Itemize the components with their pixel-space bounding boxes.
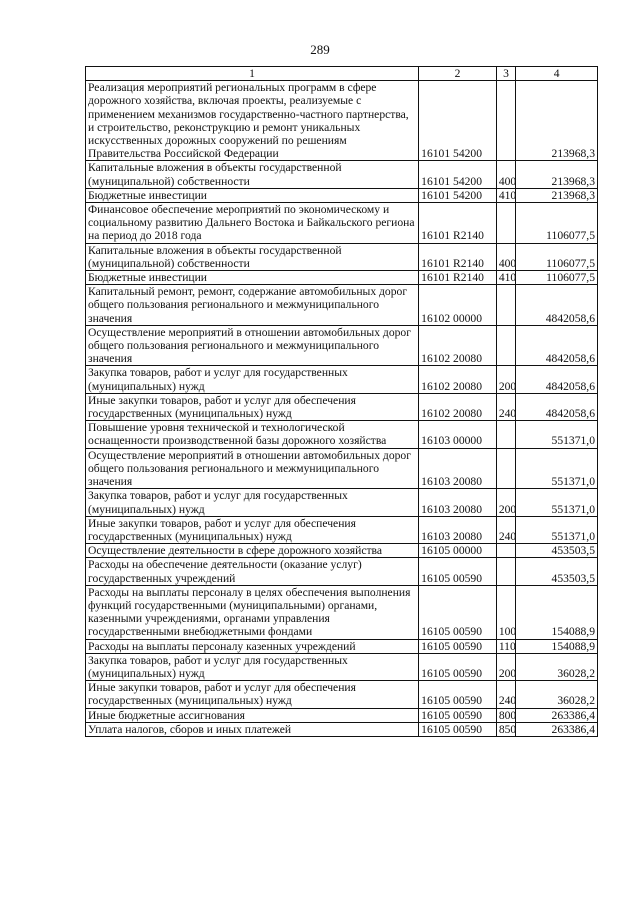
row-type-cell xyxy=(496,448,515,489)
row-code-cell: 16105 00590 xyxy=(419,722,497,736)
row-amount-cell: 551371,0 xyxy=(516,516,598,543)
table-row xyxy=(86,489,598,516)
row-name-cell: Капитальный ремонт, ремонт, содержание автомобильных дорог общего пользования регионального и межмуниципального значения xyxy=(86,285,419,326)
table-row xyxy=(86,585,598,639)
row-amount-cell: 36028,2 xyxy=(516,681,598,708)
table-header-row xyxy=(86,67,598,81)
row-code-cell: 16101 54200 xyxy=(419,161,497,188)
row-name-cell: Бюджетные инвестиции xyxy=(86,271,419,285)
row-name-cell: Иные закупки товаров, работ и услуг для обеспечения государственных (муниципальных) нужд xyxy=(86,681,419,708)
row-amount-cell: 4842058,6 xyxy=(516,325,598,366)
row-name-cell: Расходы на выплаты персоналу казенных учреждений xyxy=(86,639,419,653)
table-row xyxy=(86,708,598,722)
table-row xyxy=(86,203,598,244)
row-name-cell: Закупка товаров, работ и услуг для государственных (муниципальных) нужд xyxy=(86,489,419,516)
row-type-cell: 410 xyxy=(496,271,515,285)
row-code-cell: 16101 R2140 xyxy=(419,271,497,285)
row-code-cell: 16102 20080 xyxy=(419,325,497,366)
row-code-cell: 16105 00590 xyxy=(419,681,497,708)
table-row xyxy=(86,366,598,393)
row-type-cell: 240 xyxy=(496,393,515,420)
page-number: 289 xyxy=(310,42,330,57)
row-name-cell: Капитальные вложения в объекты государственной (муниципальной) собственности xyxy=(86,161,419,188)
table-row xyxy=(86,639,598,653)
budget-table xyxy=(85,66,598,737)
row-name-cell: Иные закупки товаров, работ и услуг для обеспечения государственных (муниципальных) нужд xyxy=(86,393,419,420)
row-name-cell: Иные бюджетные ассигнования xyxy=(86,708,419,722)
row-code-cell: 16105 00590 xyxy=(419,653,497,680)
row-code-cell: 16102 20080 xyxy=(419,366,497,393)
row-type-cell xyxy=(496,544,515,558)
table-row xyxy=(86,681,598,708)
row-name-cell: Бюджетные инвестиции xyxy=(86,188,419,202)
column-header: 3 xyxy=(496,67,515,81)
row-type-cell xyxy=(496,325,515,366)
row-amount-cell: 1106077,5 xyxy=(516,243,598,270)
table-row xyxy=(86,722,598,736)
row-code-cell: 16105 00000 xyxy=(419,544,497,558)
table-row xyxy=(86,271,598,285)
row-type-cell: 410 xyxy=(496,188,515,202)
row-name-cell: Расходы на обеспечение деятельности (оказание услуг) государственных учреждений xyxy=(86,558,419,585)
row-amount-cell: 4842058,6 xyxy=(516,366,598,393)
row-amount-cell: 213968,3 xyxy=(516,81,598,161)
row-code-cell: 16101 54200 xyxy=(419,81,497,161)
row-code-cell: 16105 00590 xyxy=(419,585,497,639)
table-row xyxy=(86,285,598,326)
row-type-cell xyxy=(496,421,515,448)
row-type-cell xyxy=(496,285,515,326)
table-row xyxy=(86,653,598,680)
row-code-cell: 16101 R2140 xyxy=(419,203,497,244)
table-row xyxy=(86,544,598,558)
row-name-cell: Закупка товаров, работ и услуг для государственных (муниципальных) нужд xyxy=(86,366,419,393)
row-type-cell: 240 xyxy=(496,681,515,708)
row-type-cell: 200 xyxy=(496,366,515,393)
row-amount-cell: 36028,2 xyxy=(516,653,598,680)
row-code-cell: 16105 00590 xyxy=(419,639,497,653)
row-name-cell: Расходы на выплаты персоналу в целях обеспечения выполнения функций государственными (муниципальными) органами, казенными учреждениями, органами управления государственными внебюджетными фондами xyxy=(86,585,419,639)
row-code-cell: 16103 20080 xyxy=(419,448,497,489)
row-code-cell: 16103 00000 xyxy=(419,421,497,448)
row-code-cell: 16103 20080 xyxy=(419,489,497,516)
row-amount-cell: 453503,5 xyxy=(516,544,598,558)
row-type-cell: 800 xyxy=(496,708,515,722)
row-amount-cell: 263386,4 xyxy=(516,722,598,736)
row-code-cell: 16101 R2140 xyxy=(419,243,497,270)
row-amount-cell: 154088,9 xyxy=(516,585,598,639)
row-amount-cell: 213968,3 xyxy=(516,188,598,202)
row-type-cell xyxy=(496,203,515,244)
row-type-cell: 200 xyxy=(496,653,515,680)
row-code-cell: 16101 54200 xyxy=(419,188,497,202)
row-amount-cell: 4842058,6 xyxy=(516,393,598,420)
table-row xyxy=(86,188,598,202)
row-type-cell: 200 xyxy=(496,489,515,516)
table-row xyxy=(86,516,598,543)
row-code-cell: 16105 00590 xyxy=(419,558,497,585)
row-type-cell: 100 xyxy=(496,585,515,639)
row-code-cell: 16102 00000 xyxy=(419,285,497,326)
row-type-cell xyxy=(496,81,515,161)
row-name-cell: Закупка товаров, работ и услуг для государственных (муниципальных) нужд xyxy=(86,653,419,680)
row-name-cell: Осуществление мероприятий в отношении автомобильных дорог общего пользования регионального и межмуниципального значения xyxy=(86,448,419,489)
row-code-cell: 16105 00590 xyxy=(419,708,497,722)
row-amount-cell: 154088,9 xyxy=(516,639,598,653)
row-name-cell: Уплата налогов, сборов и иных платежей xyxy=(86,722,419,736)
row-name-cell: Повышение уровня технической и технологической оснащенности производственной базы дорожного хозяйства xyxy=(86,421,419,448)
table-row xyxy=(86,81,598,161)
row-amount-cell: 551371,0 xyxy=(516,421,598,448)
row-type-cell: 400 xyxy=(496,243,515,270)
table-row xyxy=(86,243,598,270)
row-name-cell: Капитальные вложения в объекты государственной (муниципальной) собственности xyxy=(86,243,419,270)
table-row xyxy=(86,393,598,420)
column-header: 1 xyxy=(86,67,419,81)
table-row xyxy=(86,558,598,585)
row-amount-cell: 4842058,6 xyxy=(516,285,598,326)
row-type-cell xyxy=(496,558,515,585)
row-amount-cell: 1106077,5 xyxy=(516,203,598,244)
table-row xyxy=(86,161,598,188)
table-row xyxy=(86,448,598,489)
row-name-cell: Финансовое обеспечение мероприятий по экономическому и социальному развитию Дальнего Востока и Байкальского региона на период до 2018 года xyxy=(86,203,419,244)
row-amount-cell: 551371,0 xyxy=(516,489,598,516)
row-type-cell: 240 xyxy=(496,516,515,543)
row-name-cell: Реализация мероприятий региональных программ в сфере дорожного хозяйства, включая проекты, реализуемые с применением механизмов государственно-частного партнерства, и строительство, реконструкцию и ремонт уникальных искусственных дорожных сооружений по решениям Правительства Российской Федерации xyxy=(86,81,419,161)
row-amount-cell: 453503,5 xyxy=(516,558,598,585)
row-type-cell: 400 xyxy=(496,161,515,188)
row-name-cell: Иные закупки товаров, работ и услуг для обеспечения государственных (муниципальных) нужд xyxy=(86,516,419,543)
row-name-cell: Осуществление мероприятий в отношении автомобильных дорог общего пользования регионального и межмуниципального значения xyxy=(86,325,419,366)
column-header: 4 xyxy=(516,67,598,81)
row-code-cell: 16103 20080 xyxy=(419,516,497,543)
row-amount-cell: 263386,4 xyxy=(516,708,598,722)
row-amount-cell: 213968,3 xyxy=(516,161,598,188)
row-type-cell: 850 xyxy=(496,722,515,736)
table-row xyxy=(86,325,598,366)
row-amount-cell: 1106077,5 xyxy=(516,271,598,285)
row-amount-cell: 551371,0 xyxy=(516,448,598,489)
row-type-cell: 110 xyxy=(496,639,515,653)
row-code-cell: 16102 20080 xyxy=(419,393,497,420)
row-name-cell: Осуществление деятельности в сфере дорожного хозяйства xyxy=(86,544,419,558)
column-header: 2 xyxy=(419,67,497,81)
table-row xyxy=(86,421,598,448)
